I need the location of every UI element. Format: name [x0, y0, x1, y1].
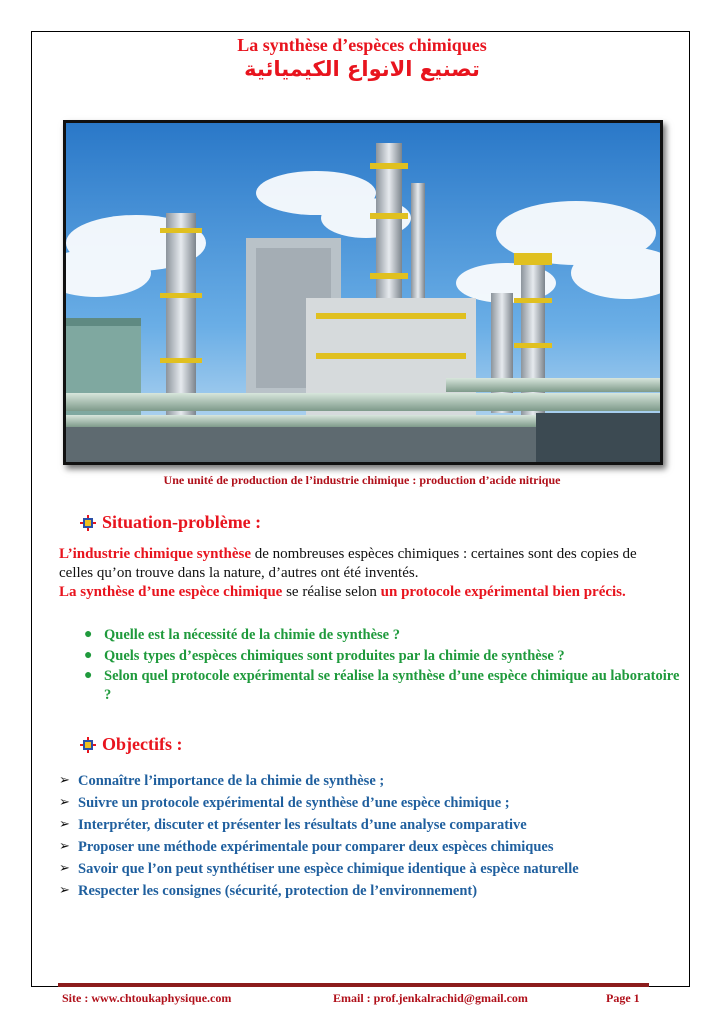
footer-email: Email : prof.jenkalrachid@gmail.com [333, 991, 528, 1005]
list-item [59, 814, 679, 836]
objective-text: Suivre un protocole expérimental de synthèse d’une espèce chimique ; [78, 795, 510, 811]
footer-divider [58, 983, 649, 987]
list-item [82, 647, 682, 666]
situation-paragraph-1 [59, 545, 669, 583]
question-text: Quels types d’espèces chimiques sont produites par la chimie de synthèse ? [104, 647, 565, 664]
arrow-bullet-icon: ➢ [59, 795, 70, 810]
situation-heading-text: Situation-problème : [102, 512, 262, 532]
section-bullet-icon [80, 515, 96, 531]
objective-text: Connaître l’importance de la chimie de synthèse ; [78, 773, 385, 789]
arrow-bullet-icon: ➢ [59, 773, 70, 788]
objectifs-heading-text: Objectifs : [102, 734, 183, 754]
arrow-bullet-icon: ➢ [59, 839, 70, 854]
situation-paragraph-2 [59, 583, 669, 602]
list-item [59, 880, 679, 902]
situation-p1-highlight: L’industrie chimique synthèse [59, 546, 251, 562]
question-text: Quelle est la nécessité de la chimie de synthèse ? [104, 627, 400, 643]
objective-text: Savoir que l’on peut synthétiser une espèce chimique identique à espèce naturelle [78, 861, 579, 877]
bullet-dot-icon: ● [84, 647, 93, 663]
objectifs-heading [80, 734, 182, 755]
figure-caption: Une unité de production de l’industrie chimique : production d’acide nitrique [163, 473, 561, 487]
question-text: Selon quel protocole expérimental se réalise la synthèse d’une espèce chimique au laboratoire ? [104, 668, 680, 703]
list-item [59, 836, 679, 858]
question-list [82, 626, 682, 706]
arrow-bullet-icon: ➢ [59, 817, 70, 832]
bullet-dot-icon: ● [84, 668, 93, 683]
list-item [59, 770, 679, 792]
arrow-bullet-icon: ➢ [59, 883, 70, 898]
bullet-dot-icon: ● [84, 627, 93, 642]
situation-p1-text: de nombreuses espèces chimiques : certaines sont des copies de celles qu’on trouve dans la nature, d’autres ont été inventés. [59, 546, 637, 581]
situation-p2-text: se réalise selon [282, 584, 381, 600]
page-title-arabic: تصنيع الانواع الكيميائية [244, 57, 480, 81]
footer-site: Site : www.chtoukaphysique.com [62, 991, 232, 1005]
list-item [59, 792, 679, 814]
situation-p2-highlight-a: La synthèse d’une espèce chimique [59, 584, 283, 600]
list-item [59, 858, 638, 880]
industrial-plant-photo [63, 120, 663, 465]
situation-heading [80, 512, 261, 533]
page-title-french: La synthèse d’espèces chimiques [237, 35, 487, 55]
objective-text: Interpréter, discuter et présenter les résultats d’une analyse comparative [78, 817, 527, 833]
footer-page-number: Page 1 [606, 991, 640, 1005]
section-bullet-icon [80, 737, 96, 753]
list-item [82, 626, 682, 645]
objectives-list [59, 770, 679, 902]
arrow-bullet-icon: ➢ [59, 861, 70, 876]
objective-text: Proposer une méthode expérimentale pour comparer deux espèces chimiques [78, 839, 554, 855]
objective-text: Respecter les consignes (sécurité, protection de l’environnement) [78, 883, 478, 899]
situation-p2-highlight-b: un protocole expérimental bien précis. [380, 584, 626, 600]
list-item [82, 667, 682, 704]
